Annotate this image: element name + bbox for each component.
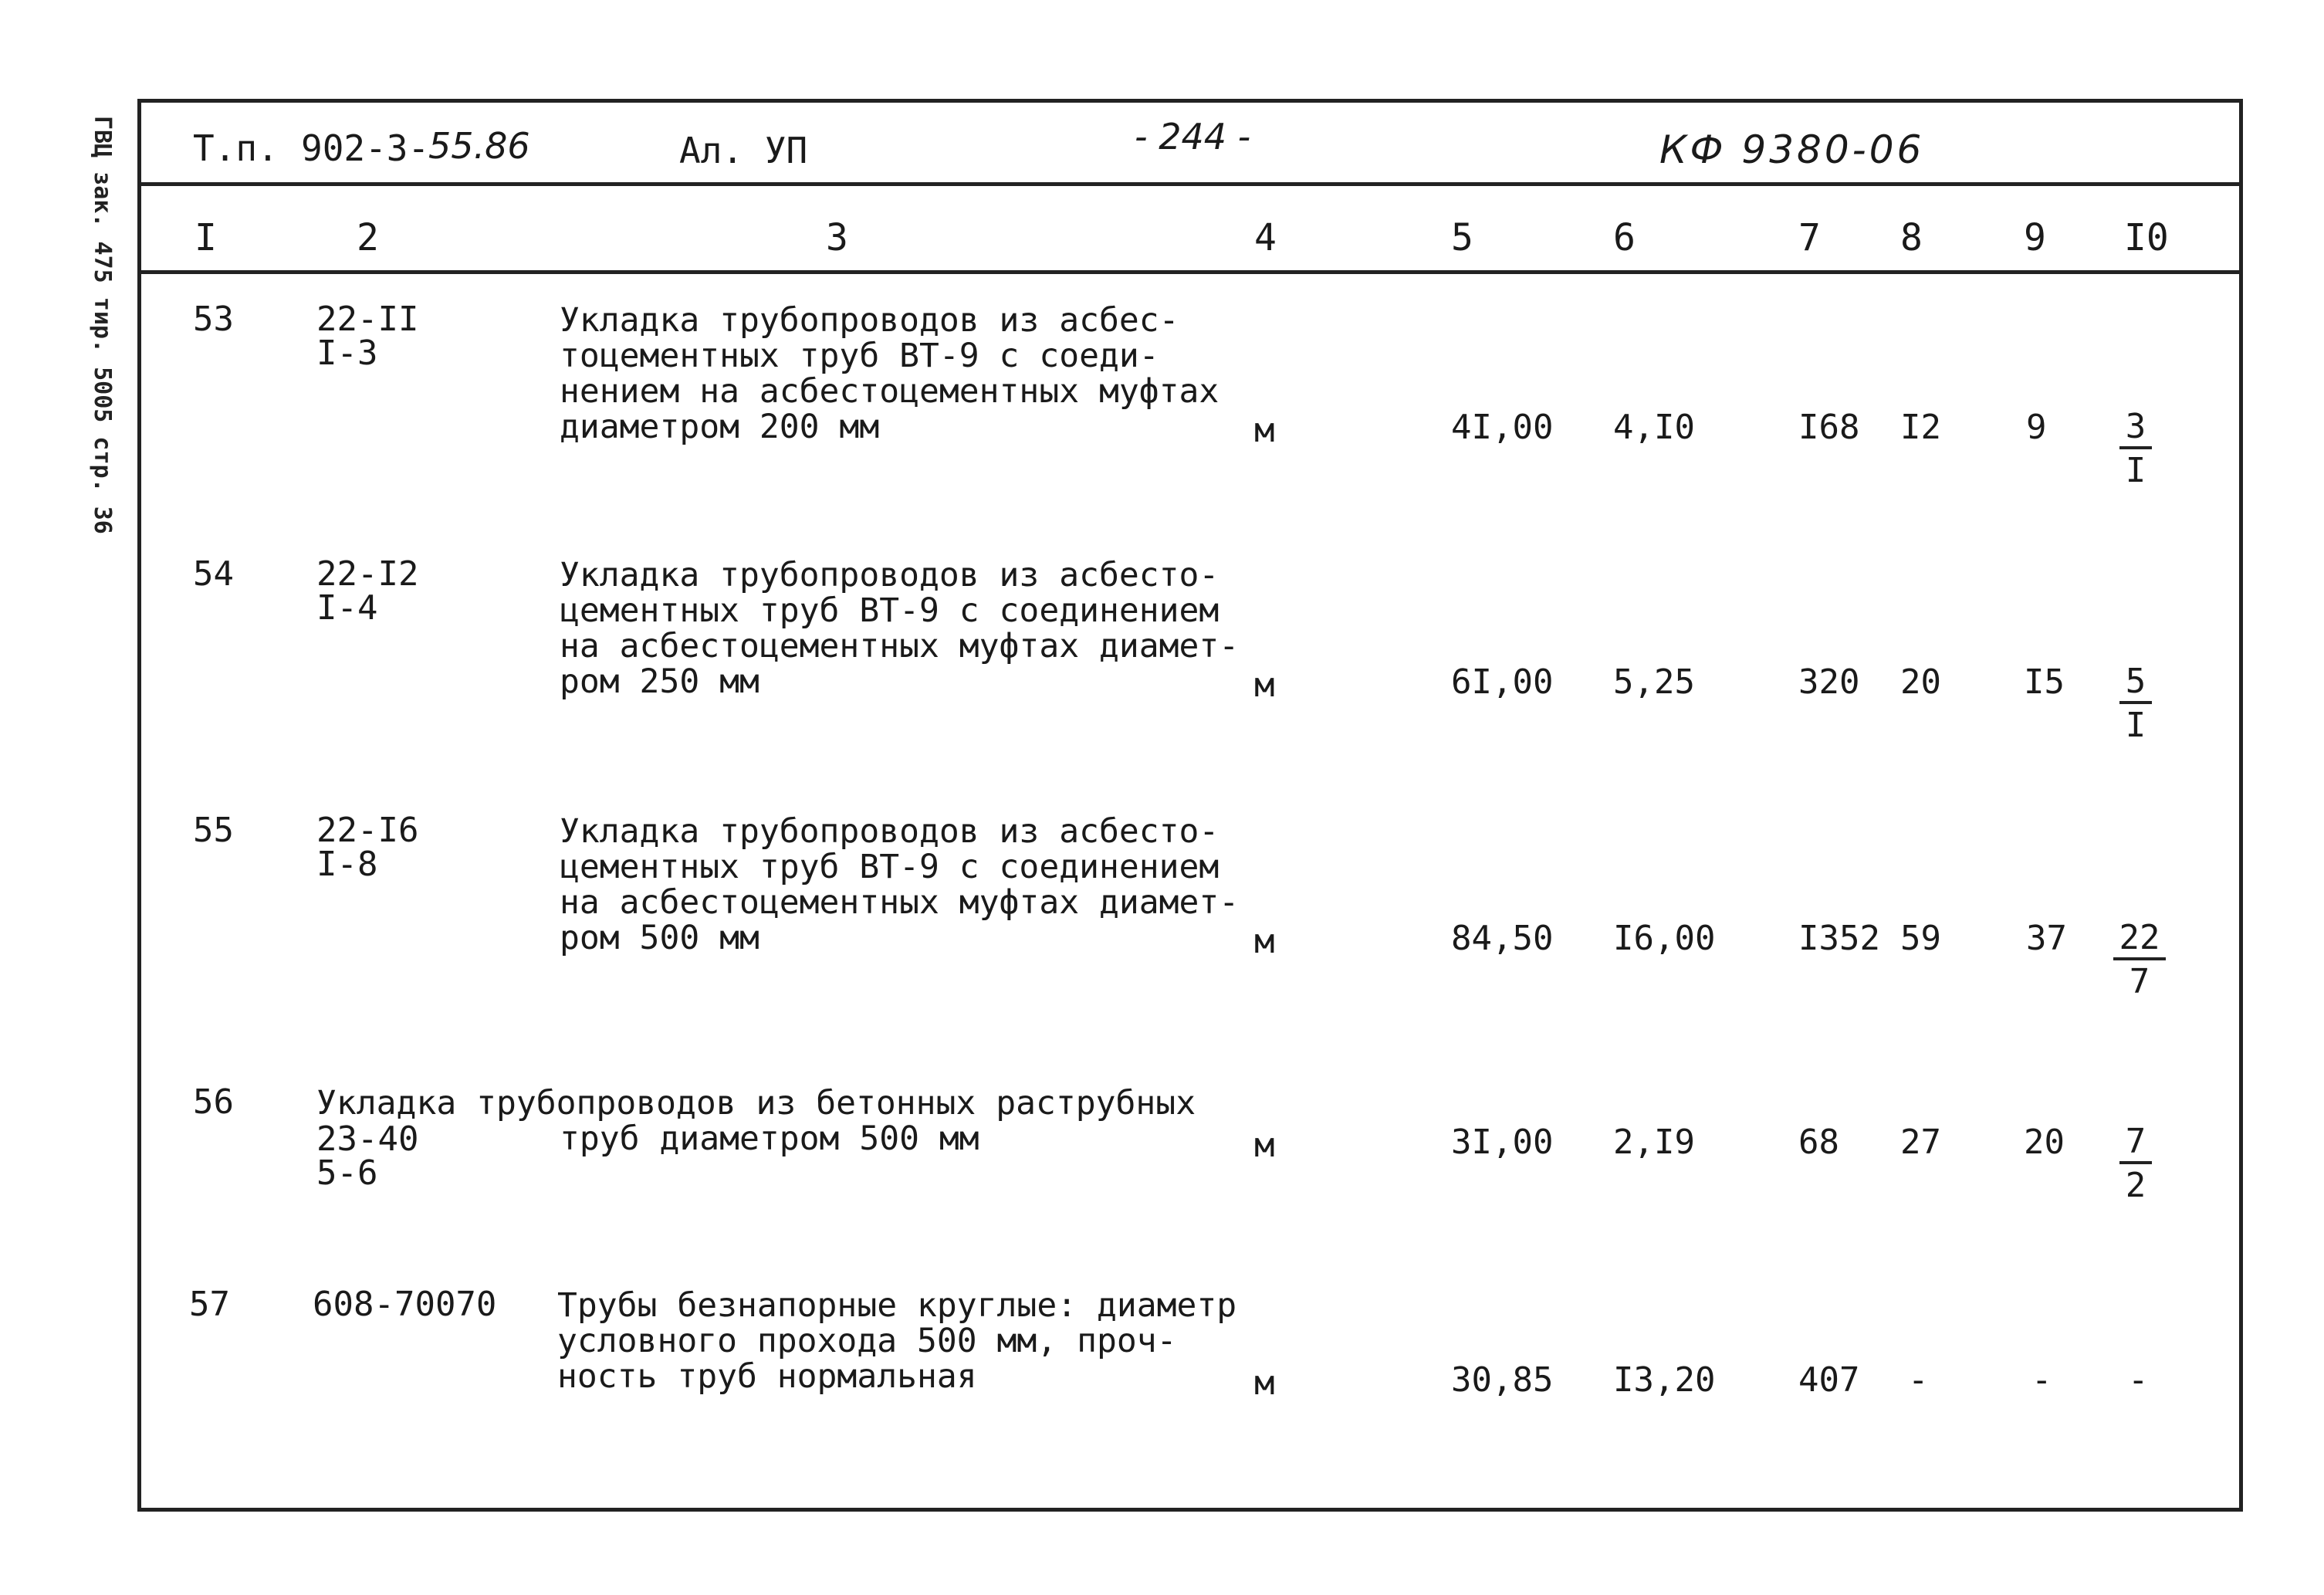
row-unit: м — [1254, 1126, 1275, 1165]
row-col7: 68 — [1798, 1123, 1839, 1162]
fraction-numerator: 22 — [2113, 919, 2167, 960]
fraction-denominator: 2 — [2125, 1166, 2146, 1205]
document-code: КФ 9380-06 — [1659, 127, 1925, 172]
fraction-numerator: 7 — [2119, 1123, 2153, 1164]
row-unit: м — [1254, 665, 1275, 705]
row-col8: 27 — [1900, 1123, 1941, 1162]
album-label: Ал. УП — [679, 130, 808, 171]
row-col8: I2 — [1900, 408, 1941, 447]
row-col7: I352 — [1798, 919, 1880, 958]
row-col7: 320 — [1798, 662, 1860, 702]
row-col8: 59 — [1900, 919, 1941, 958]
row-unit: м — [1254, 1363, 1275, 1403]
row-number: 53 — [193, 300, 234, 339]
row-col10-fraction — [2101, 1123, 2170, 1207]
row-description-line-2: тоцементных труб ВТ-9 с соеди- — [560, 337, 1159, 375]
fraction-denominator: I — [2125, 706, 2146, 745]
row-col8: 20 — [1900, 662, 1941, 702]
row-description-line-1: Укладка трубопроводов из асбесто- — [560, 812, 1220, 851]
row-col6: 5,25 — [1613, 662, 1695, 702]
row-col6: I3,20 — [1613, 1360, 1716, 1400]
row-description-line-1: Укладка трубопроводов из асбес- — [560, 301, 1179, 340]
fraction-numerator: 5 — [2119, 662, 2153, 704]
row-subcode: I-4 — [316, 588, 378, 628]
row-col7: 407 — [1798, 1360, 1860, 1400]
row-unit: м — [1254, 411, 1275, 450]
row-col5: 4I,00 — [1451, 408, 1554, 447]
row-code: 608-70070 — [313, 1285, 497, 1324]
column-number-1: I — [195, 216, 217, 259]
fraction-denominator: 7 — [2129, 962, 2150, 1001]
row-description-line-1: Трубы безнапорные круглые: диаметр — [557, 1286, 1237, 1325]
row-code: 22-I6 — [316, 811, 419, 850]
row-subcode: I-8 — [316, 845, 378, 884]
row-description-line-3: на асбестоцементных муфтах диамет- — [560, 627, 1240, 665]
row-col9: I5 — [2024, 662, 2065, 702]
row-description-line-3: на асбестоцементных муфтах диамет- — [560, 883, 1240, 922]
row-col5: 6I,00 — [1451, 662, 1554, 702]
header-divider — [137, 182, 2243, 186]
project-label: Т.п. — [193, 127, 279, 169]
column-number-8: 8 — [1900, 216, 1923, 259]
column-number-9: 9 — [2024, 216, 2046, 259]
row-col5: 3I,00 — [1451, 1123, 1554, 1162]
row-col9: 9 — [2026, 408, 2047, 447]
row-description-line-4: диаметром 200 мм — [560, 408, 880, 446]
row-col6: 4,I0 — [1613, 408, 1695, 447]
column-header-divider — [137, 270, 2243, 274]
row-title: Укладка трубопроводов из бетонных раструбных — [316, 1084, 1196, 1123]
row-description-line-4: ром 250 мм — [560, 662, 759, 701]
column-number-4: 4 — [1254, 216, 1277, 259]
row-col8: - — [1908, 1360, 1929, 1400]
row-col5: 84,50 — [1451, 919, 1554, 958]
row-code: 22-I2 — [316, 554, 419, 594]
row-number: 57 — [189, 1285, 230, 1324]
row-col6: 2,I9 — [1613, 1123, 1695, 1162]
row-description-line-1: Укладка трубопроводов из асбесто- — [560, 556, 1220, 594]
row-code: 22-II — [316, 300, 419, 339]
row-description-line-1: труб диаметром 500 мм — [560, 1119, 979, 1158]
row-col9: - — [2031, 1360, 2052, 1400]
row-col10-fraction — [2101, 408, 2170, 493]
row-col5: 30,85 — [1451, 1360, 1554, 1400]
row-subcode: I-3 — [316, 334, 378, 373]
column-number-3: 3 — [826, 216, 848, 259]
row-col10: - — [2128, 1360, 2149, 1400]
column-number-2: 2 — [357, 216, 379, 259]
page-number: - 244 - — [1135, 116, 1251, 157]
row-col9: 37 — [2026, 919, 2067, 958]
row-description-line-2: условного прохода 500 мм, проч- — [557, 1322, 1177, 1360]
row-unit: м — [1254, 922, 1275, 961]
column-number-7: 7 — [1798, 216, 1821, 259]
row-code: 23-40 — [316, 1119, 419, 1159]
row-description-line-4: ром 500 мм — [560, 919, 759, 957]
row-description-line-2: цементных труб ВТ-9 с соединением — [560, 591, 1220, 630]
row-description-line-2: цементных труб ВТ-9 с соединением — [560, 848, 1220, 886]
row-col10-fraction — [2101, 662, 2170, 747]
row-number: 56 — [193, 1082, 234, 1122]
row-number: 55 — [193, 811, 234, 850]
row-description-line-3: нением на асбестоцементных муфтах — [560, 372, 1220, 411]
column-number-6: 6 — [1613, 216, 1636, 259]
side-note: ГВЦ зак. 475 тир. 5005 стр. 36 — [89, 116, 116, 534]
fraction-denominator: I — [2125, 451, 2146, 490]
row-number: 54 — [193, 554, 234, 594]
column-number-10: I0 — [2124, 216, 2169, 259]
row-subcode: 5-6 — [316, 1153, 378, 1193]
row-col7: I68 — [1798, 408, 1860, 447]
fraction-numerator: 3 — [2119, 408, 2153, 449]
row-col10-fraction — [2101, 919, 2178, 1004]
row-col9: 20 — [2024, 1123, 2065, 1162]
row-description-line-3: ность труб нормальная — [557, 1357, 977, 1396]
column-number-5: 5 — [1451, 216, 1473, 259]
project-code-handwritten: 55.86 — [428, 125, 530, 167]
project-code: 902-3- — [301, 127, 430, 169]
row-col6: I6,00 — [1613, 919, 1716, 958]
